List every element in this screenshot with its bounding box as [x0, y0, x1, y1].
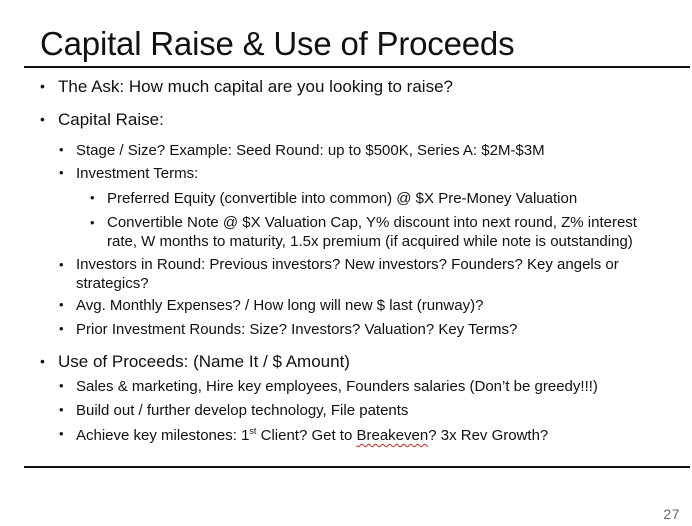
bullet-preferred-equity [90, 190, 578, 207]
bullet-marker: • [90, 215, 95, 230]
bullet-text: Avg. Monthly Expenses? / How long will new $ last (runway)? [76, 297, 484, 314]
bullet-sales-marketing [59, 378, 598, 395]
bullet-investors [59, 255, 619, 293]
bullet-avg-expenses [59, 297, 484, 314]
bullet-capital-raise [40, 110, 164, 130]
bullet-marker: • [40, 78, 45, 94]
bullet-text-line-1: Convertible Note @ $X Valuation Cap, Y% discount into next round, Z% interest [107, 214, 637, 231]
bullet-marker: • [40, 353, 45, 369]
slide-title: Capital Raise & Use of Proceeds [40, 25, 515, 62]
bullet-text-line-1: Investors in Round: Previous investors? New investors? Founders? Key angels or [76, 256, 619, 273]
bullet-text: Investment Terms: [76, 165, 199, 182]
bullet-prior-rounds [59, 321, 518, 338]
ordinal-superscript: st [249, 426, 257, 436]
spellcheck-flagged-word: Breakeven [356, 427, 429, 444]
bullet-text: Preferred Equity (convertible into common) @ $X Pre-Money Valuation [107, 190, 578, 207]
bullet-marker: • [59, 165, 64, 180]
bullet-text-line-2: strategics? [76, 275, 149, 292]
bullet-text: Capital Raise: [58, 110, 164, 129]
bullet-marker: • [59, 426, 64, 441]
bullet-text: Build out / further develop technology, File patents [76, 402, 409, 419]
bullet-marker: • [40, 111, 45, 127]
bullet-use-of-proceeds [40, 352, 350, 372]
bullet-stage-size [59, 142, 545, 159]
bullet-text-line-2: rate, W months to maturity, 1.5x premium (if acquired while note is outstanding) [107, 233, 633, 250]
bullet-text-suffix: ? 3x Rev Growth? [428, 427, 549, 444]
bullet-marker: • [59, 142, 64, 157]
bullet-text: Sales & marketing, Hire key employees, Founders salaries (Don’t be greedy!!!) [76, 378, 598, 395]
footer-divider [24, 466, 690, 468]
bullet-investment-terms [59, 165, 199, 182]
bullet-marker: • [59, 378, 64, 393]
bullet-text: The Ask: How much capital are you looking to raise? [58, 77, 453, 96]
bullet-marker: • [59, 297, 64, 312]
bullet-text: Prior Investment Rounds: Size? Investors? Valuation? Key Terms? [76, 321, 518, 338]
title-divider [24, 66, 690, 68]
bullet-marker: • [90, 190, 95, 205]
bullet-marker: • [59, 402, 64, 417]
bullet-convertible-note [90, 213, 637, 251]
bullet-marker: • [59, 321, 64, 336]
bullet-marker: • [59, 257, 64, 272]
bullet-ask [40, 77, 453, 97]
bullet-text-middle: Client? Get to [256, 427, 357, 444]
bullet-text: Stage / Size? Example: Seed Round: up to $500K, Series A: $2M-$3M [76, 142, 545, 159]
bullet-text: Use of Proceeds: (Name It / $ Amount) [58, 352, 350, 371]
bullet-text-prefix: Achieve key milestones: 1 [76, 427, 250, 444]
bullet-milestones [59, 426, 549, 444]
page-number: 27 [663, 506, 680, 522]
bullet-build-out [59, 402, 409, 419]
